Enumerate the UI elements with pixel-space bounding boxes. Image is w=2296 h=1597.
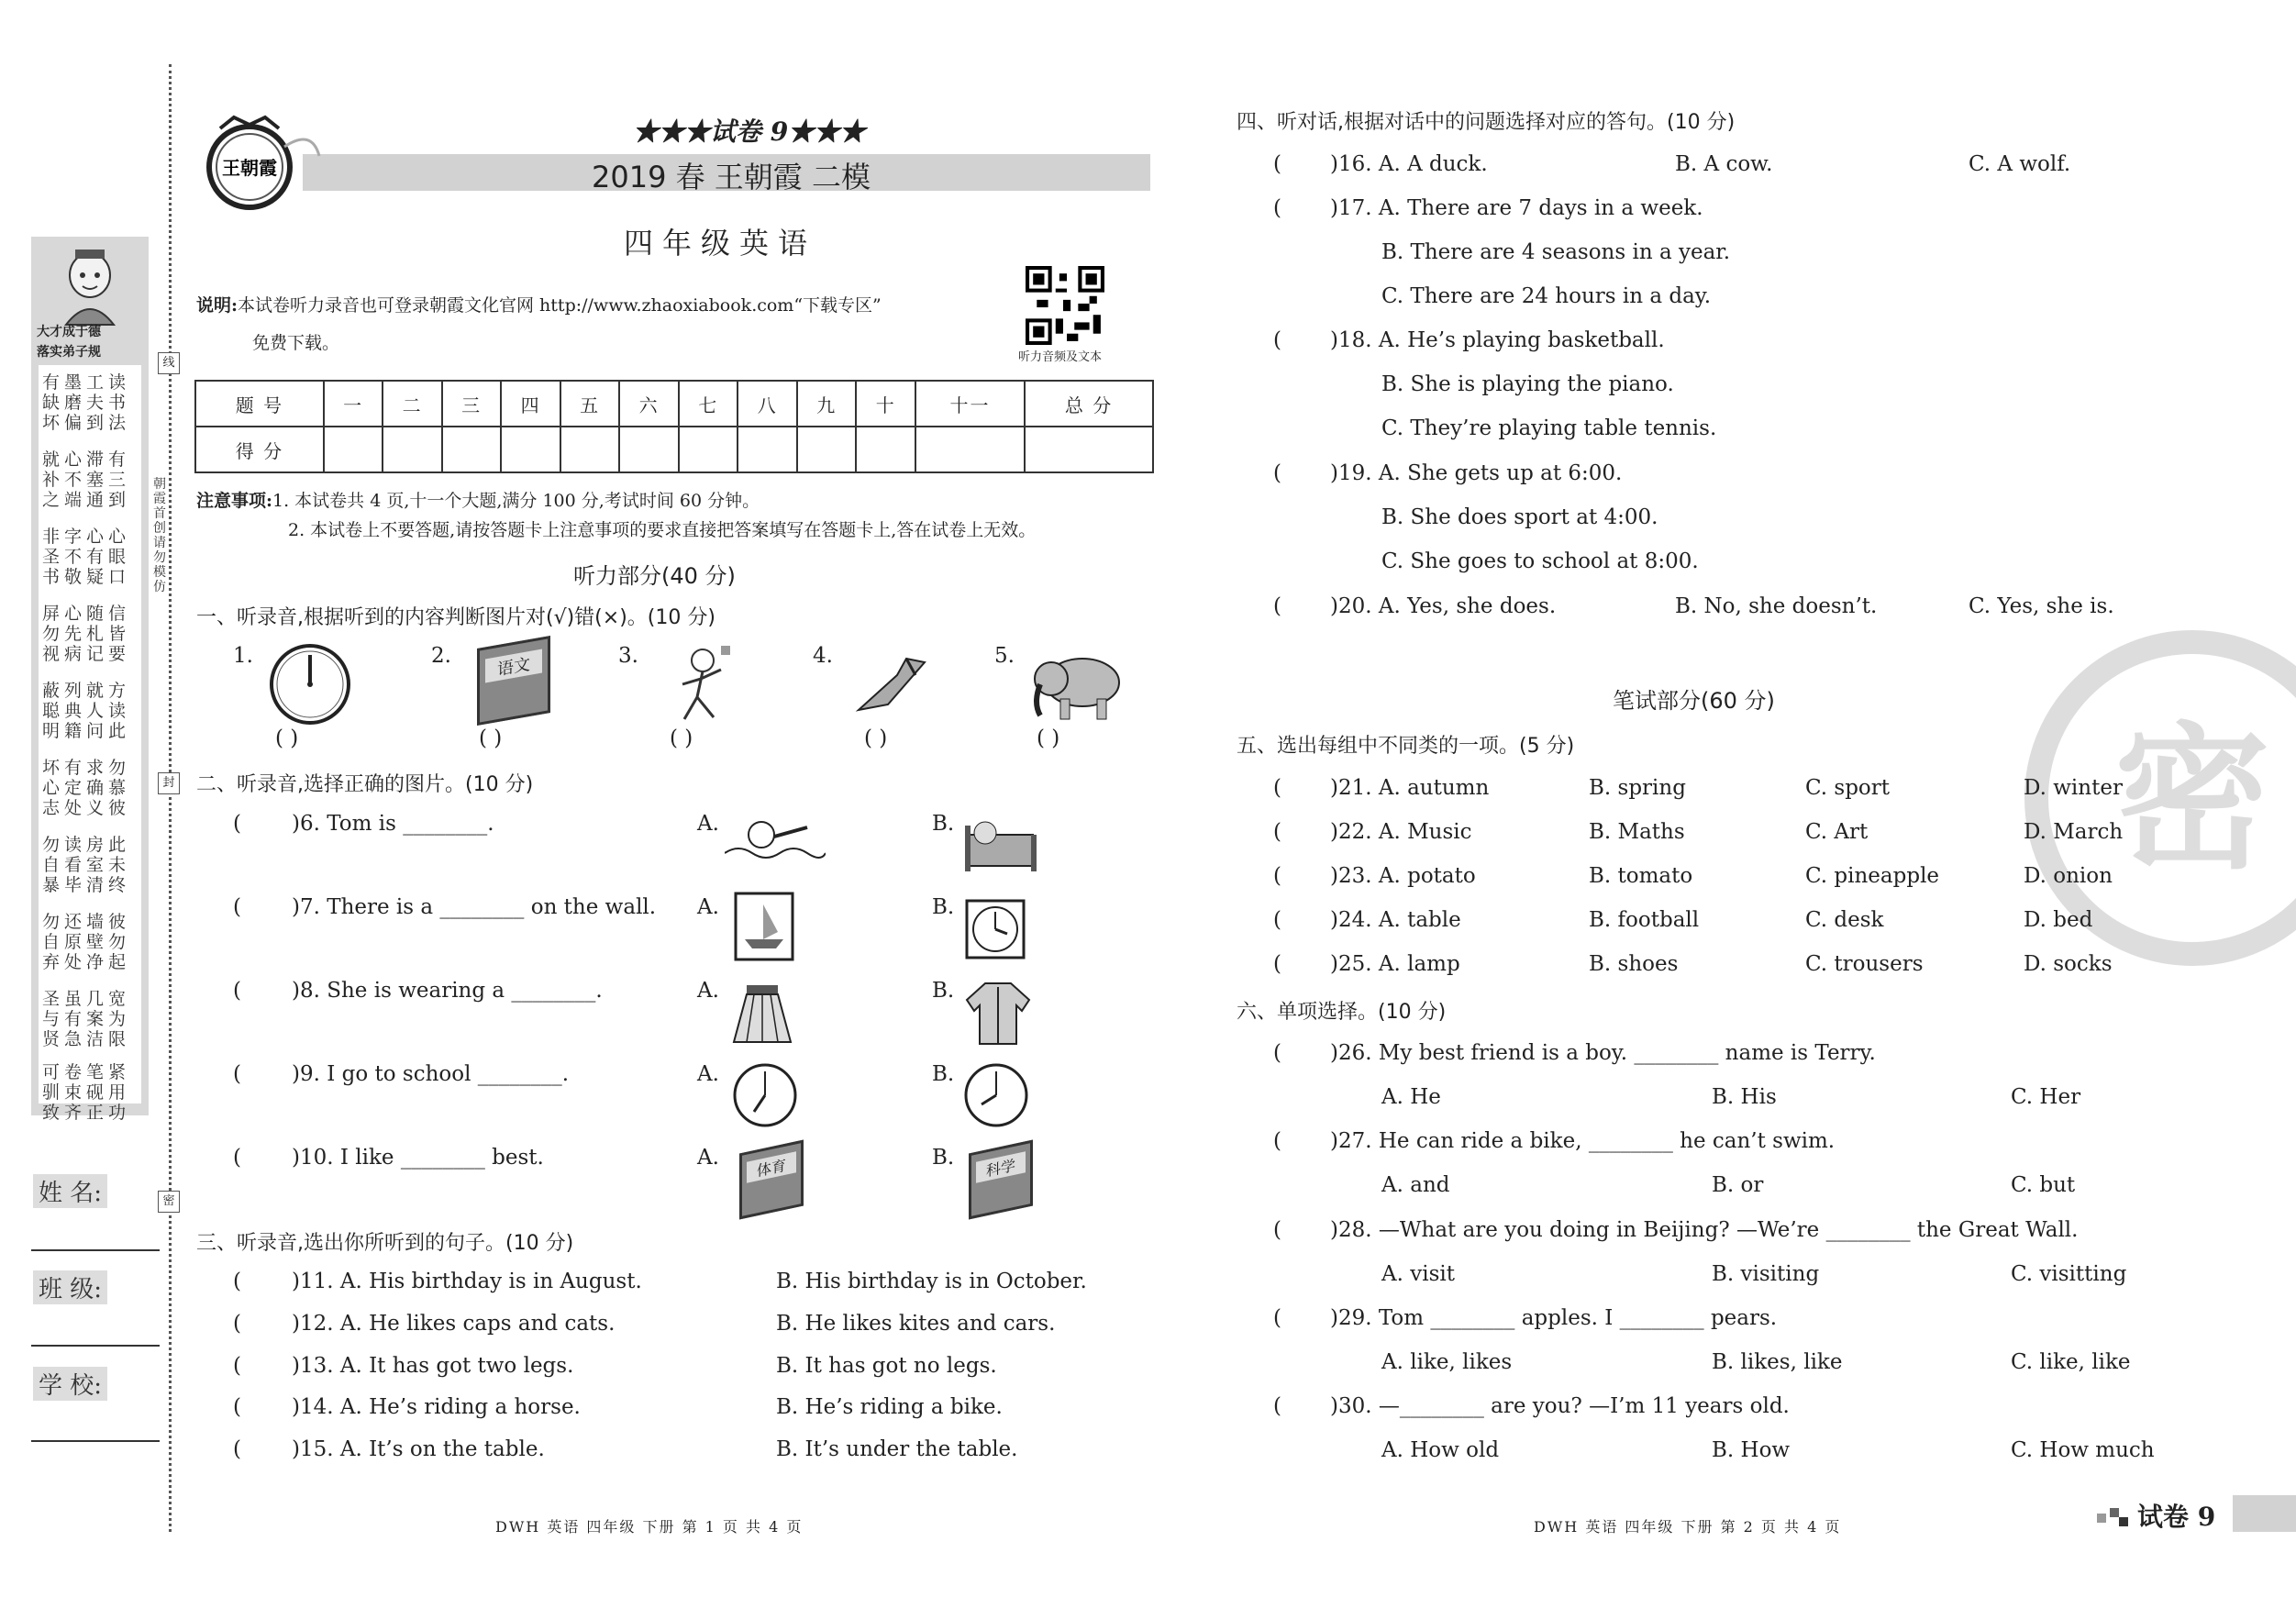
logo-text: 王朝霞 xyxy=(222,157,277,179)
question-19: )19. A. She gets up at 6:00. xyxy=(1330,461,1623,485)
option-b: B. His xyxy=(1712,1085,1777,1109)
table-cell: 十 xyxy=(856,381,915,427)
answer-paren[interactable]: ( xyxy=(1273,328,1281,352)
binding-strip xyxy=(31,237,149,1123)
attention-line-2: 2. 本试卷上不要答题,请按答题卡上注意事项的要求直接把答案填写在答题卡上,答在试卷上无效。 xyxy=(288,520,1037,540)
school-field[interactable] xyxy=(31,1440,160,1442)
score-cell[interactable] xyxy=(324,427,383,472)
option-b: B. football xyxy=(1589,908,1700,932)
question-15-b: B. It’s under the table. xyxy=(776,1437,1018,1461)
footer-page-1: DWH 英语 四年级 下册 第 1 页 共 4 页 xyxy=(495,1518,804,1536)
qr-code-icon[interactable] xyxy=(1026,266,1104,345)
question-21: )21. A. autumn xyxy=(1330,776,1490,800)
answer-paren[interactable]: ( xyxy=(1273,776,1281,800)
section-2-title: 二、听录音,选择正确的图片。(10 分) xyxy=(196,773,534,796)
clock-twelve-icon xyxy=(268,642,352,726)
motto-line: 圣虽几宽 xyxy=(42,989,131,1009)
answer-paren[interactable]: ( ) xyxy=(670,726,693,750)
answer-paren[interactable]: ( xyxy=(233,895,241,919)
option-c: C. They’re playing table tennis. xyxy=(1381,416,1717,440)
motto-line: 之端通到 xyxy=(42,490,131,510)
option-a: A. and xyxy=(1381,1173,1450,1197)
motto-line: 贤急洁限 xyxy=(42,1029,131,1049)
motto-line: 聪典人读 xyxy=(42,701,131,721)
question-24: )24. A. table xyxy=(1330,908,1461,932)
corner-ribbon xyxy=(2233,1495,2296,1532)
option-c: C. She goes to school at 8:00. xyxy=(1381,549,1699,573)
question-22: )22. A. Music xyxy=(1330,820,1472,844)
option-d: D. bed xyxy=(2024,908,2093,932)
question-17: )17. A. There are 7 days in a week. xyxy=(1330,196,1703,220)
seal-character: 密 xyxy=(2113,709,2271,891)
clock-eight-icon xyxy=(963,1062,1029,1128)
question-10: )10. I like ________ best. xyxy=(292,1146,544,1170)
motto-line: 自原壁勿 xyxy=(42,932,131,952)
question-30: )30. —________ are you? —I’m 11 years old. xyxy=(1330,1394,1790,1418)
table-cell: 总 分 xyxy=(1025,381,1153,427)
table-cell: 题 号 xyxy=(195,381,324,427)
option-c: C. Yes, she is. xyxy=(1969,594,2114,618)
question-11-b: B. His birthday is in October. xyxy=(776,1270,1087,1293)
option-c: C. pineapple xyxy=(1805,864,1940,888)
grade-subject-title: 四年级英语 xyxy=(624,226,817,261)
answer-paren[interactable]: ( xyxy=(1273,594,1281,618)
section-6-title: 六、单项选择。(10 分) xyxy=(1237,1001,1447,1024)
answer-paren[interactable]: ( xyxy=(1273,1306,1281,1330)
option-a: A. visit xyxy=(1381,1262,1455,1286)
answer-paren[interactable]: ( xyxy=(1273,152,1281,176)
elephant-icon xyxy=(1027,648,1128,725)
question-9: )9. I go to school ________. xyxy=(292,1062,570,1086)
sleeping-icon xyxy=(959,807,1042,881)
motto-line: 就心滞有 xyxy=(42,449,131,470)
question-16: )16. A. A duck. xyxy=(1330,152,1488,176)
slogan-1: 大才成于德 xyxy=(37,325,101,339)
motto-line: 与有案为 xyxy=(42,1009,131,1029)
question-29: )29. Tom ________ apples. I ________ pears. xyxy=(1330,1306,1778,1330)
option-c: C. like, like xyxy=(2011,1350,2131,1374)
answer-paren[interactable]: ( xyxy=(233,1395,241,1419)
table-cell: 十一 xyxy=(915,381,1025,427)
instructions xyxy=(196,292,882,316)
score-cell[interactable] xyxy=(383,427,442,472)
attention-notes xyxy=(196,486,1036,545)
option-d: D. winter xyxy=(2024,776,2123,800)
item-number: 4. xyxy=(813,644,833,668)
attention-line-1: 1. 本试卷共 4 页,十一个大题,满分 100 分,考试时间 60 分钟。 xyxy=(272,491,760,511)
answer-paren[interactable]: ( xyxy=(1273,1394,1281,1418)
name-field[interactable] xyxy=(31,1249,160,1251)
option-b: B. likes, like xyxy=(1712,1350,1843,1374)
question-26: )26. My best friend is a boy. ________ name is Terry. xyxy=(1330,1041,1876,1065)
answer-paren[interactable]: ( xyxy=(233,812,241,836)
option-b: B. A cow. xyxy=(1675,152,1773,176)
ship-picture-icon xyxy=(734,892,794,961)
option-d: D. socks xyxy=(2024,952,2113,976)
item-number: 2. xyxy=(431,644,451,668)
answer-paren[interactable]: ( xyxy=(233,1354,241,1378)
section-4-title: 四、听对话,根据对话中的问题选择对应的答句。(10 分) xyxy=(1237,111,1736,134)
option-b: B. How xyxy=(1712,1438,1791,1462)
name-label: 姓 名: xyxy=(33,1174,107,1208)
clock-seven-icon xyxy=(732,1062,798,1128)
question-25: )25. A. lamp xyxy=(1330,952,1460,976)
option-b: B. spring xyxy=(1589,776,1686,800)
motto-line: 明籍问此 xyxy=(42,721,131,741)
motto-line: 圣不有眼 xyxy=(42,547,131,567)
item-number: 3. xyxy=(618,644,638,668)
footer-page-2: DWH 英语 四年级 下册 第 2 页 共 4 页 xyxy=(1534,1518,1842,1536)
paper-number: ★★★试卷 9★★★ xyxy=(633,116,866,147)
section-1-title: 一、听录音,根据听到的内容判断图片对(√)错(×)。(10 分) xyxy=(196,606,715,629)
motto-line: 缺磨夫书 xyxy=(42,393,131,413)
answer-paren[interactable]: ( ) xyxy=(864,726,888,750)
motto-line: 视病记要 xyxy=(42,644,131,664)
motto-line: 志处义彼 xyxy=(42,798,131,818)
answer-paren[interactable]: ( xyxy=(1273,1041,1281,1065)
answer-paren[interactable]: ( xyxy=(233,1312,241,1336)
swimming-icon xyxy=(725,807,826,871)
motto-panel xyxy=(39,365,141,1123)
question-20: )20. A. Yes, she does. xyxy=(1330,594,1557,618)
option-b: B. visiting xyxy=(1712,1262,1820,1286)
question-8: )8. She is wearing a ________. xyxy=(292,979,603,1003)
option-a: A. like, likes xyxy=(1381,1350,1513,1374)
option-d: D. onion xyxy=(2024,864,2113,888)
table-cell: 二 xyxy=(383,381,442,427)
listening-title: 听力部分(40 分) xyxy=(573,563,736,589)
motto-line: 坏有求勿 xyxy=(42,758,131,778)
score-cell[interactable] xyxy=(738,427,797,472)
table-cell: 得 分 xyxy=(195,427,324,472)
option-a-label: A. xyxy=(697,1062,719,1086)
table-cell: 一 xyxy=(324,381,383,427)
question-11-a: )11. A. His birthday is in August. xyxy=(292,1270,642,1293)
motto-line: 弃处净起 xyxy=(42,952,131,972)
option-c: C. Her xyxy=(2011,1085,2081,1109)
section-3-title: 三、听录音,选出你所听到的句子。(10 分) xyxy=(196,1232,574,1255)
question-27: )27. He can ride a bike, ________ he can’t swim. xyxy=(1330,1129,1836,1153)
instructions-cont: 免费下载。 xyxy=(252,333,340,353)
note-label: 说明: xyxy=(196,295,238,316)
option-c: C. Art xyxy=(1805,820,1869,844)
answer-paren[interactable]: ( xyxy=(1273,1129,1281,1153)
option-b-label: B. xyxy=(932,1062,955,1086)
paper-mark: 试卷 9 xyxy=(2137,1502,2216,1532)
item-number: 1. xyxy=(233,644,253,668)
motto-line: 坏偏到法 xyxy=(42,413,131,433)
class-label: 班 级: xyxy=(33,1270,107,1304)
skirt-icon xyxy=(730,981,794,1046)
option-b-label: B. xyxy=(932,812,955,836)
question-15-a: )15. A. It’s on the table. xyxy=(292,1437,545,1461)
zhaoxia-logo-icon xyxy=(193,110,321,211)
exam-title: 2019 春 王朝霞 二模 xyxy=(592,160,871,194)
motto-line: 自看室未 xyxy=(42,855,131,875)
option-b: B. She is playing the piano. xyxy=(1381,372,1674,396)
option-b: B. or xyxy=(1712,1173,1764,1197)
option-c: C. A wolf. xyxy=(1969,152,2071,176)
section-5-title: 五、选出每组中不同类的一项。(5 分) xyxy=(1237,735,1575,758)
option-b: B. There are 4 seasons in a year. xyxy=(1381,240,1731,264)
question-23: )23. A. potato xyxy=(1330,864,1476,888)
dots-decoration-icon xyxy=(2097,1504,2130,1526)
qr-caption: 听力音频及文本 xyxy=(1018,350,1103,364)
question-13-a: )13. A. It has got two legs. xyxy=(292,1354,574,1378)
score-cell[interactable] xyxy=(501,427,560,472)
chinese-book-icon xyxy=(477,636,550,726)
score-cell[interactable] xyxy=(442,427,502,472)
seal-mark-seal: 封 xyxy=(158,772,180,794)
motto-line: 心定确慕 xyxy=(42,778,131,798)
option-a-label: A. xyxy=(697,812,719,836)
table-cell: 八 xyxy=(738,381,797,427)
table-cell: 九 xyxy=(797,381,857,427)
score-cell[interactable] xyxy=(560,427,620,472)
book-label: 体育 xyxy=(747,1151,796,1182)
wall-clock-icon xyxy=(965,899,1026,959)
option-b-label: B. xyxy=(932,979,955,1003)
score-cell[interactable] xyxy=(915,427,1025,472)
motto-line: 勿读房此 xyxy=(42,835,131,855)
question-28: )28. —What are you doing in Beijing? —We’re ________ the Great Wall. xyxy=(1330,1218,2079,1242)
answer-paren[interactable]: ( xyxy=(1273,908,1281,932)
answer-paren[interactable]: ( xyxy=(1273,952,1281,976)
option-c: C. There are 24 hours in a day. xyxy=(1381,284,1712,308)
question-14-b: B. He’s riding a bike. xyxy=(776,1395,1003,1419)
motto-line: 蔽列就方 xyxy=(42,681,131,701)
score-cell[interactable] xyxy=(797,427,857,472)
book-label: 科学 xyxy=(976,1151,1026,1182)
running-kid-icon xyxy=(660,642,743,726)
motto-line: 勿先札皆 xyxy=(42,624,131,644)
cut-line xyxy=(169,64,172,1532)
jacket-icon xyxy=(963,978,1033,1048)
slogan-2: 落实弟子规 xyxy=(37,345,101,360)
answer-paren[interactable]: ( xyxy=(233,1270,241,1293)
seal-mark-line: 线 xyxy=(158,352,180,374)
option-c: C. How much xyxy=(2011,1438,2155,1462)
school-label: 学 校: xyxy=(33,1367,107,1401)
class-field[interactable] xyxy=(31,1345,160,1347)
motto-line: 勿还墙彼 xyxy=(42,912,131,932)
table-cell: 六 xyxy=(619,381,679,427)
option-b: B. shoes xyxy=(1589,952,1679,976)
score-cell[interactable] xyxy=(856,427,915,472)
question-18: )18. A. He’s playing basketball. xyxy=(1330,328,1665,352)
answer-paren[interactable]: ( xyxy=(233,979,241,1003)
option-b-label: B. xyxy=(932,895,955,919)
copyright-vertical: 朝霞首创 请勿模仿 xyxy=(153,477,166,594)
score-table-header-row xyxy=(195,381,1153,427)
option-b: B. She does sport at 4:00. xyxy=(1381,505,1658,529)
tie-icon xyxy=(851,649,943,723)
motto-line: 致齐正功 xyxy=(42,1103,131,1123)
score-cell[interactable] xyxy=(1025,427,1153,472)
scholar-mascot-icon xyxy=(50,242,130,334)
table-cell: 三 xyxy=(442,381,502,427)
answer-paren[interactable]: ( ) xyxy=(479,726,503,750)
seal-mark-secret: 密 xyxy=(158,1191,180,1213)
option-d: D. March xyxy=(2024,820,2124,844)
option-b: B. tomato xyxy=(1589,864,1693,888)
motto-line: 屏心随信 xyxy=(42,604,131,624)
answer-paren[interactable]: ( ) xyxy=(275,726,299,750)
book-label: 语文 xyxy=(485,649,542,683)
question-12-a: )12. A. He likes caps and cats. xyxy=(292,1312,616,1336)
option-b: B. No, she doesn’t. xyxy=(1675,594,1878,618)
answer-paren[interactable]: ( xyxy=(233,1437,241,1461)
option-a-label: A. xyxy=(697,895,719,919)
option-a-label: A. xyxy=(697,1146,719,1170)
pe-book-icon xyxy=(739,1140,804,1220)
attention-label: 注意事项: xyxy=(196,491,273,511)
option-b: B. Maths xyxy=(1589,820,1685,844)
score-table xyxy=(194,380,1154,473)
option-b-label: B. xyxy=(932,1146,955,1170)
table-cell: 四 xyxy=(501,381,560,427)
motto-line: 非字心心 xyxy=(42,527,131,547)
question-6: )6. Tom is ________. xyxy=(292,812,494,836)
answer-paren[interactable]: ( xyxy=(1273,461,1281,485)
question-12-b: B. He likes kites and cars. xyxy=(776,1312,1056,1336)
answer-paren[interactable]: ( xyxy=(1273,820,1281,844)
answer-paren[interactable]: ( xyxy=(1273,196,1281,220)
option-c: C. trousers xyxy=(1805,952,1924,976)
motto-line: 可卷笔紧 xyxy=(42,1062,131,1082)
motto-line: 驯束砚用 xyxy=(42,1082,131,1103)
option-a-label: A. xyxy=(697,979,719,1003)
motto-line: 补不塞三 xyxy=(42,470,131,490)
option-a: A. He xyxy=(1381,1085,1441,1109)
table-cell: 七 xyxy=(679,381,738,427)
question-7: )7. There is a ________ on the wall. xyxy=(292,895,657,919)
option-a: A. How old xyxy=(1381,1438,1500,1462)
score-table-score-row xyxy=(195,427,1153,472)
table-cell: 五 xyxy=(560,381,620,427)
question-14-a: )14. A. He’s riding a horse. xyxy=(292,1395,581,1419)
answer-paren[interactable]: ( xyxy=(233,1146,241,1170)
question-13-b: B. It has got no legs. xyxy=(776,1354,997,1378)
answer-paren[interactable]: ( xyxy=(1273,864,1281,888)
answer-paren[interactable]: ( xyxy=(233,1062,241,1086)
option-c: C. visitting xyxy=(2011,1262,2127,1286)
score-cell[interactable] xyxy=(619,427,679,472)
option-c: C. sport xyxy=(1805,776,1891,800)
option-c: C. desk xyxy=(1805,908,1884,932)
option-c: C. but xyxy=(2011,1173,2076,1197)
answer-paren[interactable]: ( ) xyxy=(1037,726,1060,750)
note-text: 本试卷听力录音也可登录朝霞文化官网 http://www.zhaoxiabook.com“下载专区” xyxy=(238,295,882,316)
motto-line: 有墨工读 xyxy=(42,372,131,393)
score-cell[interactable] xyxy=(679,427,738,472)
written-title: 笔试部分(60 分) xyxy=(1613,688,1775,714)
motto-line: 书敬疑口 xyxy=(42,567,131,587)
answer-paren[interactable]: ( xyxy=(1273,1218,1281,1242)
science-book-icon xyxy=(969,1140,1033,1220)
item-number: 5. xyxy=(994,644,1015,668)
motto-line: 暴毕清终 xyxy=(42,875,131,895)
